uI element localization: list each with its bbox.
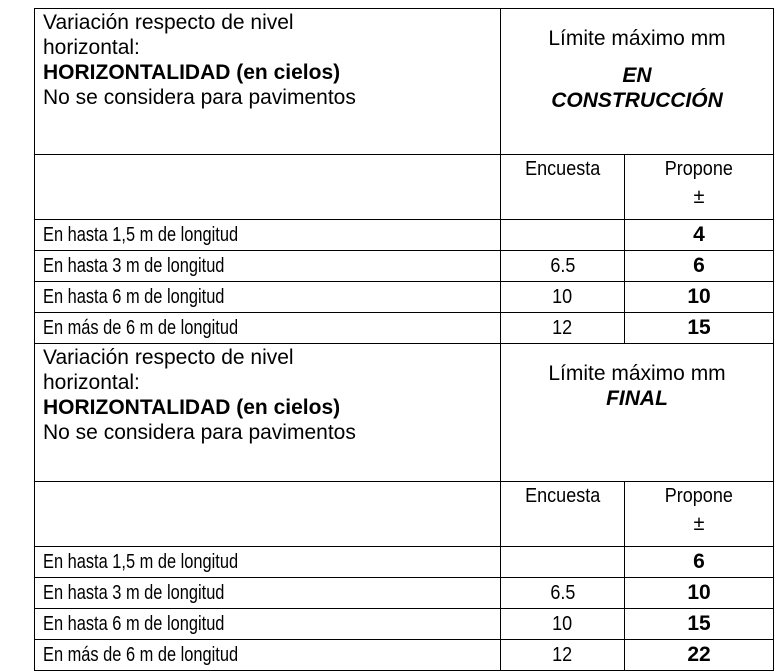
row-label: En hasta 6 m de longitud: [43, 285, 225, 308]
table-row: [35, 609, 774, 640]
row-label: En hasta 6 m de longitud: [43, 612, 225, 635]
empty-label-cell: [35, 155, 501, 220]
criteria-note: No se considera para pavimentos: [43, 421, 356, 444]
column-headers: [35, 482, 774, 547]
criteria-line1: Variación respecto de nivel: [43, 11, 294, 34]
propone-value: 4: [625, 220, 774, 251]
table-row: [35, 640, 774, 671]
limit-phase-line2: CONSTRUCCIÓN: [551, 89, 723, 112]
propone-value: 15: [625, 609, 774, 640]
row-label: En más de 6 m de longitud: [43, 643, 239, 666]
propone-value: 15: [625, 313, 774, 344]
plus-minus-symbol: ±: [693, 186, 705, 208]
propone-value: 10: [625, 282, 774, 313]
propone-header: Propone ±: [625, 482, 774, 547]
limit-phase-line1: EN: [622, 64, 652, 87]
table-row: [35, 282, 774, 313]
table-row: [35, 578, 774, 609]
propone-header: Propone ±: [625, 155, 774, 220]
table-row: [35, 313, 774, 344]
limit-title: Límite máximo mm: [548, 362, 726, 385]
column-headers: [35, 155, 774, 220]
propone-value: 6: [625, 251, 774, 282]
table-row: [35, 220, 774, 251]
encuesta-header: Encuesta: [501, 155, 625, 220]
row-label: En hasta 1,5 m de longitud: [43, 550, 239, 573]
encuesta-value: 12: [552, 316, 573, 339]
limit-phase-line1: FINAL: [606, 387, 668, 410]
criteria-line1: Variación respecto de nivel: [43, 346, 294, 369]
limit-header: [501, 344, 774, 482]
propone-value: 22: [625, 640, 774, 671]
encuesta-value: 10: [552, 285, 573, 308]
table-row: [35, 251, 774, 282]
encuesta-value: 12: [552, 643, 573, 666]
table-row: [35, 547, 774, 578]
criteria-note: No se considera para pavimentos: [43, 86, 356, 109]
criteria-description: [35, 9, 501, 155]
criteria-title: HORIZONTALIDAD (en cielos): [43, 61, 341, 84]
criteria-title: HORIZONTALIDAD (en cielos): [43, 396, 341, 419]
row-label: En hasta 3 m de longitud: [43, 581, 225, 604]
tolerance-table: [34, 8, 774, 671]
row-label: En hasta 1,5 m de longitud: [43, 223, 239, 246]
section-header-final: [35, 344, 774, 482]
propone-value: 10: [625, 578, 774, 609]
row-label: En más de 6 m de longitud: [43, 316, 239, 339]
encuesta-value: 6.5: [549, 254, 576, 277]
plus-minus-symbol: ±: [693, 513, 705, 535]
encuesta-value: 6.5: [549, 581, 576, 604]
encuesta-header: Encuesta: [501, 482, 625, 547]
criteria-line2: horizontal:: [43, 371, 140, 394]
criteria-description: [35, 344, 501, 482]
row-label: En hasta 3 m de longitud: [43, 254, 225, 277]
section-header-construction: [35, 9, 774, 155]
empty-label-cell: [35, 482, 501, 547]
limit-title: Límite máximo mm: [548, 27, 726, 50]
criteria-line2: horizontal:: [43, 36, 140, 59]
limit-header: [501, 9, 774, 155]
encuesta-value: 10: [552, 612, 573, 635]
propone-value: 6: [625, 547, 774, 578]
